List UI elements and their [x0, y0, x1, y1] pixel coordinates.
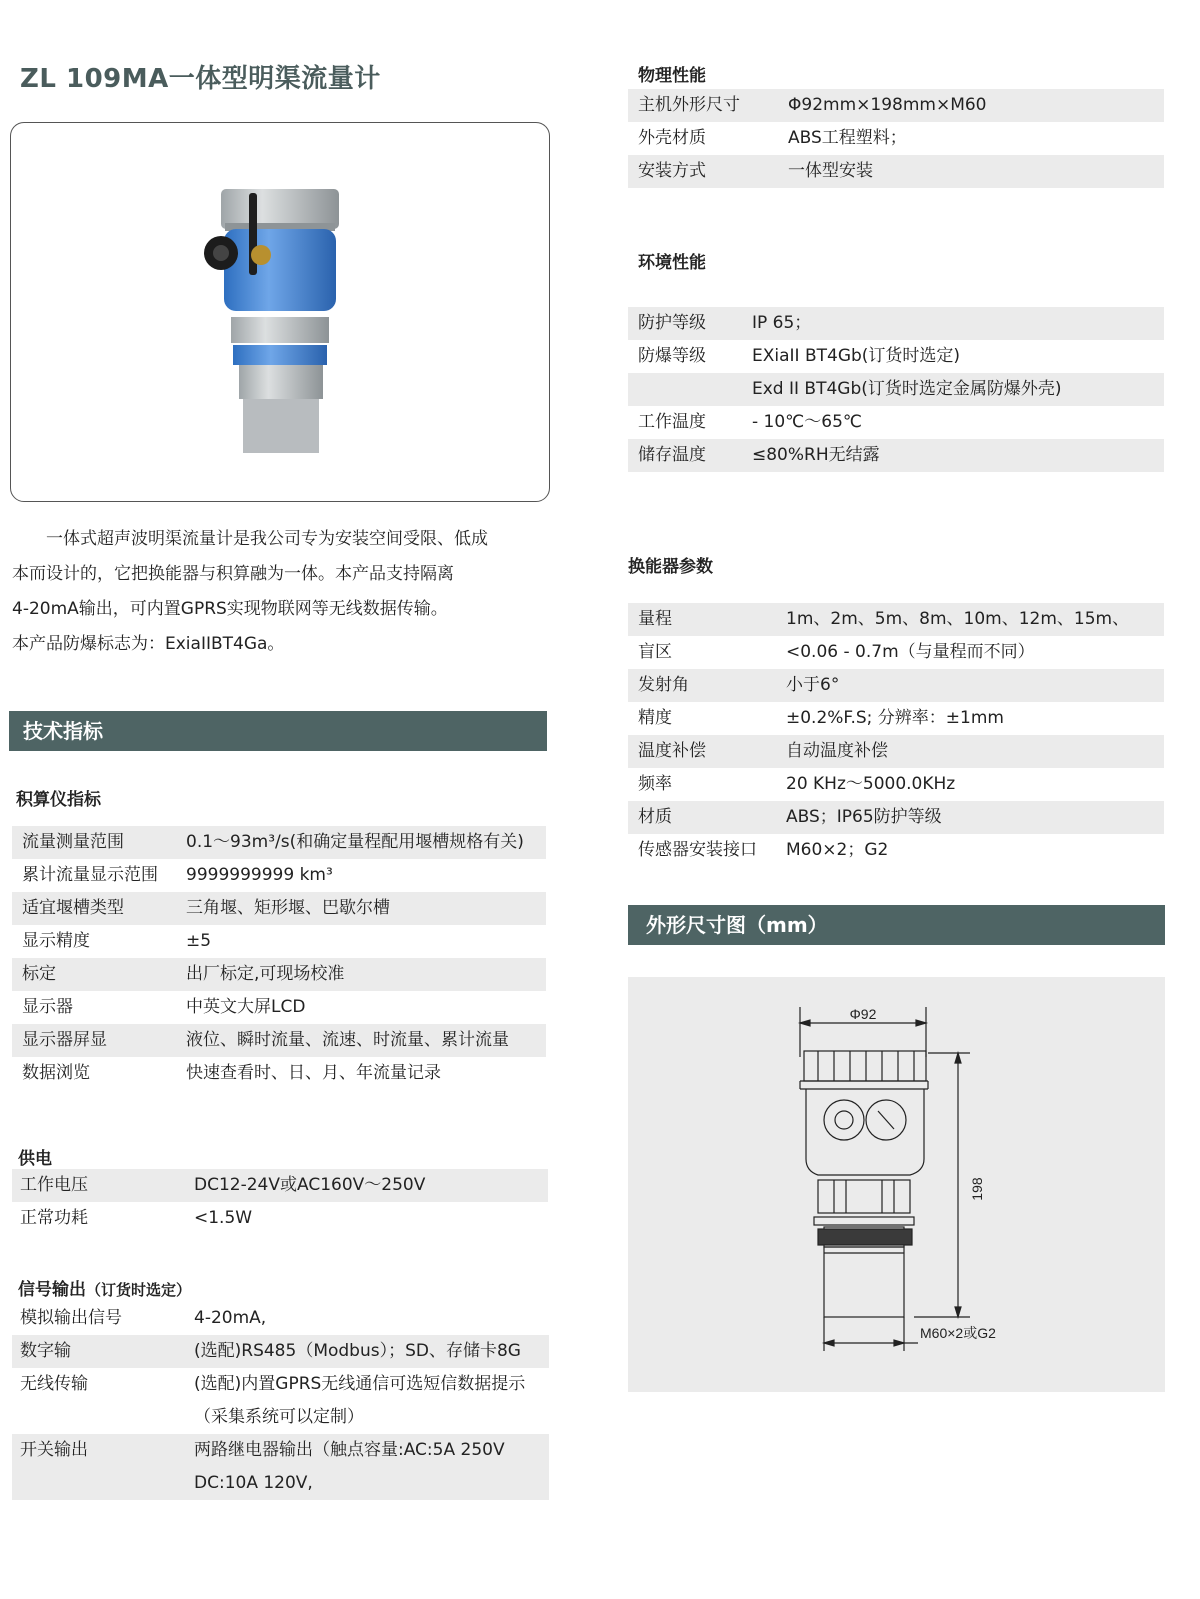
spec-key: 防爆等级 — [638, 346, 706, 366]
spec-key: 数据浏览 — [22, 1063, 90, 1083]
transducer-table — [628, 603, 1164, 867]
spec-value: IP 65； — [752, 313, 812, 333]
spec-key: 工作温度 — [638, 412, 706, 432]
spec-value — [194, 1434, 505, 1500]
table-row — [12, 859, 546, 892]
table-row — [628, 636, 1164, 669]
spec-value: <0.06 - 0.7m（与量程而不同） — [786, 642, 1035, 662]
spec-key: 显示器屏显 — [22, 1030, 107, 1050]
spec-key: 显示器 — [22, 997, 73, 1017]
spec-key: 材质 — [638, 807, 672, 827]
spec-key: 显示精度 — [22, 931, 90, 951]
environment-heading: 环境性能 — [638, 253, 706, 273]
table-row — [628, 702, 1164, 735]
spec-key: 标定 — [22, 964, 56, 984]
spec-value: DC12-24V或AC160V～250V — [194, 1175, 426, 1195]
spec-value-line: 两路继电器输出（触点容量:AC:5A 250V — [194, 1440, 505, 1460]
table-row — [12, 826, 546, 859]
spec-value: ABS；IP65防护等级 — [786, 807, 942, 827]
spec-key: 温度补偿 — [638, 741, 706, 761]
spec-key: 主机外形尺寸 — [638, 95, 740, 115]
transducer-heading: 换能器参数 — [628, 557, 713, 577]
spec-key: 流量测量范围 — [22, 832, 124, 852]
spec-key: 储存温度 — [638, 445, 706, 465]
width-dimension-label: Φ92 — [849, 1006, 877, 1022]
spec-key: 安装方式 — [638, 161, 706, 181]
spec-key: 精度 — [638, 708, 672, 728]
table-row — [628, 834, 1164, 867]
spec-value: 自动温度补偿 — [786, 741, 888, 761]
spec-key: 适宜堰槽类型 — [22, 898, 124, 918]
spec-value: EXiaII BT4Gb(订货时选定) — [752, 346, 961, 366]
spec-key: 正常功耗 — [20, 1208, 88, 1228]
calculator-table — [12, 826, 546, 1090]
intro-line: 本而设计的，它把换能器与积算融为一体。本产品支持隔离 — [12, 564, 454, 584]
spec-value-line: (选配)内置GPRS无线通信可选短信数据提示 — [194, 1374, 526, 1394]
spec-value: M60×2；G2 — [786, 840, 889, 860]
signal-table — [12, 1302, 549, 1500]
signal-heading — [18, 1275, 191, 1300]
table-row — [628, 373, 1164, 406]
table-row — [628, 406, 1164, 439]
table-row — [628, 155, 1164, 188]
spec-value: (选配)RS485（Modbus）；SD、存储卡8G — [194, 1341, 521, 1361]
dimension-drawing — [628, 977, 1165, 1392]
spec-value: ±5 — [186, 931, 212, 951]
spec-key: 发射角 — [638, 675, 689, 695]
power-table — [12, 1169, 548, 1235]
spec-value: <1.5W — [194, 1208, 253, 1228]
table-row — [628, 669, 1164, 702]
spec-value: 0.1～93m³/s(和确定量程配用堰槽规格有关) — [186, 832, 524, 852]
tech-specs-banner: 技术指标 — [9, 711, 547, 751]
table-row — [12, 1335, 549, 1368]
spec-value: 出厂标定,可现场校准 — [186, 964, 345, 984]
spec-value: 快速查看时、日、月、年流量记录 — [186, 1063, 441, 1083]
spec-value: 一体型安装 — [788, 161, 873, 181]
table-row — [628, 735, 1164, 768]
table-row — [12, 1057, 546, 1090]
page-title: ZL 109MA一体型明渠流量计 — [20, 64, 381, 94]
spec-key: 频率 — [638, 774, 672, 794]
spec-key: 防护等级 — [638, 313, 706, 333]
table-row — [12, 925, 546, 958]
spec-value: 液位、瞬时流量、流速、时流量、累计流量 — [186, 1030, 509, 1050]
product-photo-frame — [10, 122, 550, 502]
spec-key: 无线传输 — [20, 1374, 88, 1394]
spec-value: 小于6° — [786, 675, 840, 695]
spec-value — [194, 1368, 525, 1434]
calculator-heading: 积算仪指标 — [16, 790, 101, 810]
table-row — [12, 1024, 546, 1057]
physical-heading: 物理性能 — [638, 66, 706, 86]
table-row — [12, 1302, 549, 1335]
spec-value: 9999999999 km³ — [186, 865, 333, 885]
spec-value: ≤80%RH无结露 — [752, 445, 880, 465]
spec-key: 传感器安装接口 — [638, 840, 757, 860]
intro-line: 4-20mA输出，可内置GPRS实现物联网等无线数据传输。 — [12, 599, 448, 619]
spec-value: 20 KHz～5000.0KHz — [786, 774, 956, 794]
intro-line: 本产品防爆标志为：ExiaIIBT4Ga。 — [12, 634, 285, 654]
table-row — [628, 439, 1164, 472]
environment-table — [628, 307, 1164, 472]
dimension-banner: 外形尺寸图（mm） — [628, 905, 1165, 945]
product-photo — [11, 123, 549, 501]
table-row — [628, 122, 1164, 155]
spec-value: Exd II BT4Gb(订货时选定金属防爆外壳) — [752, 379, 1062, 399]
spec-value: - 10℃～65℃ — [752, 412, 862, 432]
spec-key: 工作电压 — [20, 1175, 88, 1195]
table-row — [628, 768, 1164, 801]
spec-value: 中英文大屏LCD — [186, 997, 306, 1017]
table-row — [628, 340, 1164, 373]
table-row — [12, 892, 546, 925]
spec-key: 开关输出 — [20, 1440, 88, 1460]
spec-key: 数字输 — [20, 1341, 71, 1361]
table-row — [12, 958, 546, 991]
intro-line: 一体式超声波明渠流量计是我公司专为安装空间受限、低成 — [12, 529, 488, 549]
intro-text — [12, 522, 552, 662]
spec-key: 累计流量显示范围 — [22, 865, 158, 885]
table-row — [628, 801, 1164, 834]
signal-heading-text: 信号输出 — [18, 1280, 86, 1300]
spec-key: 盲区 — [638, 642, 672, 662]
table-row — [12, 1202, 548, 1235]
height-dimension-label: 198 — [969, 1177, 985, 1201]
thread-dimension-label: M60×2或G2 — [920, 1325, 996, 1341]
physical-table — [628, 89, 1164, 188]
table-row — [628, 89, 1164, 122]
power-heading: 供电 — [18, 1149, 52, 1169]
spec-key: 外壳材质 — [638, 128, 706, 148]
spec-value-line: DC:10A 120V, — [194, 1473, 313, 1493]
signal-heading-note: （订货时选定） — [86, 1281, 192, 1299]
table-row — [628, 307, 1164, 340]
dimension-drawing-panel — [628, 977, 1165, 1392]
spec-value: Φ92mm×198mm×M60 — [788, 95, 987, 115]
spec-value: 三角堰、矩形堰、巴歇尔槽 — [186, 898, 390, 918]
spec-key: 模拟输出信号 — [20, 1308, 122, 1328]
spec-value: 1m、2m、5m、8m、10m、12m、15m、 — [786, 609, 1130, 629]
table-row — [12, 1169, 548, 1202]
spec-value: ±0.2%F.S; 分辨率：±1mm — [786, 708, 1004, 728]
spec-value-line: （采集系统可以定制） — [194, 1407, 364, 1427]
table-row — [12, 1434, 549, 1500]
table-row — [628, 603, 1164, 636]
spec-value: 4-20mA, — [194, 1308, 267, 1328]
spec-key: 量程 — [638, 609, 672, 629]
spec-value: ABS工程塑料； — [788, 128, 907, 148]
table-row — [12, 991, 546, 1024]
table-row — [12, 1368, 549, 1434]
